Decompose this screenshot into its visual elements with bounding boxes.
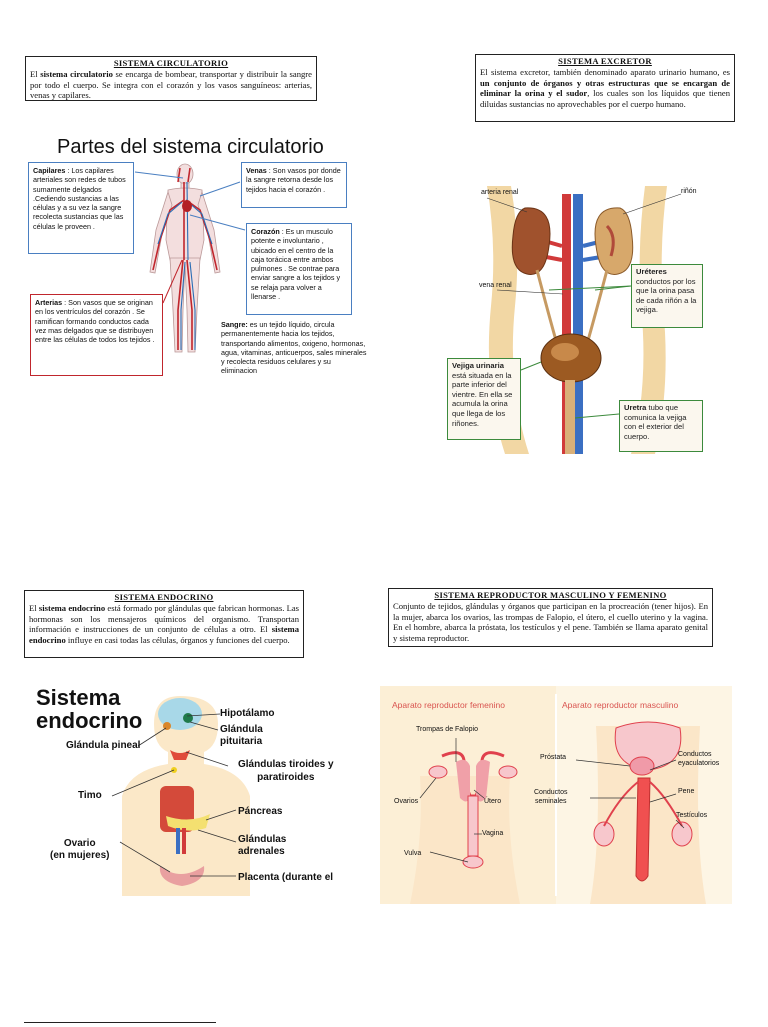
uretra-label: Uretra [624, 403, 647, 412]
venas-callout [241, 162, 347, 208]
arterias-callout [30, 294, 163, 376]
endocrine-b1: sistema endocrino [38, 603, 106, 614]
venas-text: : Son vasos por donde la sangre retorna desde los tejidos hacia el corazón . [246, 166, 341, 194]
trompas-label: Trompas de Falopio [416, 726, 478, 733]
endocrine-heading-line1: Sistema [36, 686, 121, 710]
arteria-renal-label: arteria renal [481, 189, 519, 196]
prostata-label: Próstata [540, 754, 567, 761]
male-title: Aparato reproductor masculino [562, 700, 679, 710]
eyaculatorios-line1: Conductos [678, 751, 712, 758]
ureteres-callout [631, 264, 703, 328]
adrenales-line1: Glándulas [238, 834, 287, 845]
reproductive-text-box [388, 588, 713, 647]
arterias-text: : Son vasos que se originan en los ventrículos del corazón . Se ramifican formando conductos cada vez mas delgados que se distribuyen entre las células de todos los tejidos . [35, 298, 155, 345]
endocrine-diagram [30, 686, 370, 896]
corazon-text: : Es un musculo potente e involuntario , ubicado en el centro de la caja torácica entre ambos pulmones . Se contrae para enviar sangre a los tejidos y se relaja para volver a llenarse . [251, 227, 341, 302]
tiroides-line2: paratiroides [257, 772, 315, 783]
capilares-text: : Los capilares arteriales son redes de tubos sumamente delgados .Cediendo sustancias a las células y a su vez la sangre recolecta sustancias que las células le proveen . [33, 166, 126, 231]
ovario-label [50, 838, 109, 862]
female-title: Aparato reproductor femenino [392, 700, 505, 710]
excretory-text-pre: El sistema excretor, también denominado aparato urinario humano, es [480, 67, 730, 78]
corazon-label: Corazón [251, 227, 280, 236]
vejiga-text: está situada en la parte inferior del vientre. En ella se acumula la orina que llega de los riñones. [452, 370, 513, 428]
pineal-label: Glándula pineal [66, 740, 141, 751]
excretory-box-title: SISTEMA EXCRETOR [558, 56, 652, 66]
pituitaria-label [220, 724, 263, 748]
seminales-label [534, 788, 567, 806]
endocrine-t2: está formado por glándulas que fabrican hormonas. Las hormonas son los mensajeros químicos del organismo. Transportan información e instrucciones de un conjunto de células a otro. El [29, 603, 299, 635]
excretory-text-post: , los cuales son los líquidos que tienen diluidas sustancias no aprovechables por el cuerpo humano. [480, 88, 730, 109]
seminales-line2: seminales [534, 798, 567, 805]
uretra-text: tubo que comunica la vejiga con el exterior del cuerpo. [624, 403, 687, 441]
endocrine-heading [36, 686, 142, 732]
tiroides-line1: Glándulas tiroides y [238, 759, 334, 770]
testiculos-label: Testículos [676, 812, 708, 819]
vena-renal-label: vena renal [479, 282, 512, 289]
endocrine-box-title: SISTEMA ENDOCRINO [114, 592, 214, 602]
excretory-diagram [445, 186, 707, 454]
rinon-label: riñón [681, 188, 697, 195]
circulatory-heading: Partes del sistema circulatorio [57, 136, 324, 158]
timo-label: Timo [78, 790, 102, 801]
corazon-callout [246, 223, 352, 315]
endocrine-heading-line2: endocrino [36, 708, 143, 733]
circulatory-text-pre: El [30, 69, 41, 80]
endocrine-t3: influye en casi todas las células, órganos y funciones del cuerpo. [65, 634, 290, 645]
ovario-line1: Ovario [63, 838, 96, 849]
ureteres-label: Uréteres [636, 267, 667, 276]
endocrine-t1: El [29, 603, 39, 614]
circulatory-text-bold: sistema circulatorio [40, 69, 113, 80]
reproductive-text: Conjunto de tejidos, glándulas y órganos que participan en la procreación (tener hijos). En la mujer, abarca los ovarios, las trompas de Falopio, el útero, el cuello uterino y la vagina. En el hombre, abarca la próstata, los testículos y el pene. También se llama aparato genital y sistema reproductor. [393, 601, 708, 643]
ovario-line2: (en mujeres) [50, 850, 110, 861]
capilares-callout [28, 162, 134, 254]
vejiga-callout [447, 358, 521, 440]
pituitaria-line2: pituitaria [220, 736, 263, 747]
vulva-label: Vulva [404, 850, 422, 857]
pancreas-label: Páncreas [238, 806, 283, 817]
circulatory-box-title: SISTEMA CIRCULATORIO [113, 58, 229, 68]
hipotalamo-label: Hipotálamo [220, 708, 275, 719]
endocrine-text-box [24, 590, 304, 658]
eyaculatorios-line2: eyaculatorios [678, 760, 720, 767]
bottom-partial-box [24, 1022, 216, 1027]
sangre-body: es un tejido líquido, circula permanentemente hacia los tejidos, transportando alimentos, oxigeno, hormonas, agua, vitaminas, anticuerpos, sales minerales y recolecta residuos celulares y su eliminacion [221, 320, 367, 376]
tiroides-label [238, 758, 334, 784]
circulatory-text-post: se encarga de bombear, transportar y distribuir la sangre por todo el cuerpo. Se integra con el corazón y los vasos sanguíneos: arterias, venas y capilares. [30, 69, 312, 101]
uretra-callout [619, 400, 703, 452]
sangre-label: Sangre: [221, 320, 248, 329]
seminales-line1: Conductos [534, 789, 568, 796]
excretory-text-bold: un conjunto de órganos y otras estructuras que se encargan de eliminar la orina y el sudor [480, 77, 730, 99]
endocrine-b2: sistema endocrino [29, 624, 299, 645]
utero-label: Útero [484, 798, 502, 805]
vejiga-label: Vejiga urinaria [452, 361, 504, 370]
reproductive-box-title: SISTEMA REPRODUCTOR MASCULINO Y FEMENINO [434, 590, 667, 600]
sangre-text [218, 319, 370, 385]
reproductive-diagram [380, 686, 732, 904]
arterias-label: Arterias [35, 298, 63, 307]
capilares-label: Capilares [33, 166, 66, 175]
adrenales-line2: adrenales [238, 846, 285, 857]
ovarios-label: Ovarios [394, 798, 419, 805]
venas-label: Venas [246, 166, 267, 175]
vagina-label: Vagina [482, 830, 504, 837]
placenta-label: Placenta (durante el [238, 872, 334, 883]
pene-label: Pene [678, 788, 695, 795]
pituitaria-line1: Glándula [220, 724, 263, 735]
eyaculatorios-label [678, 750, 719, 768]
ureteres-text: conductos por los que la orina pasa de cada riñón a la vejiga. [636, 276, 697, 315]
adrenales-label [238, 834, 286, 858]
